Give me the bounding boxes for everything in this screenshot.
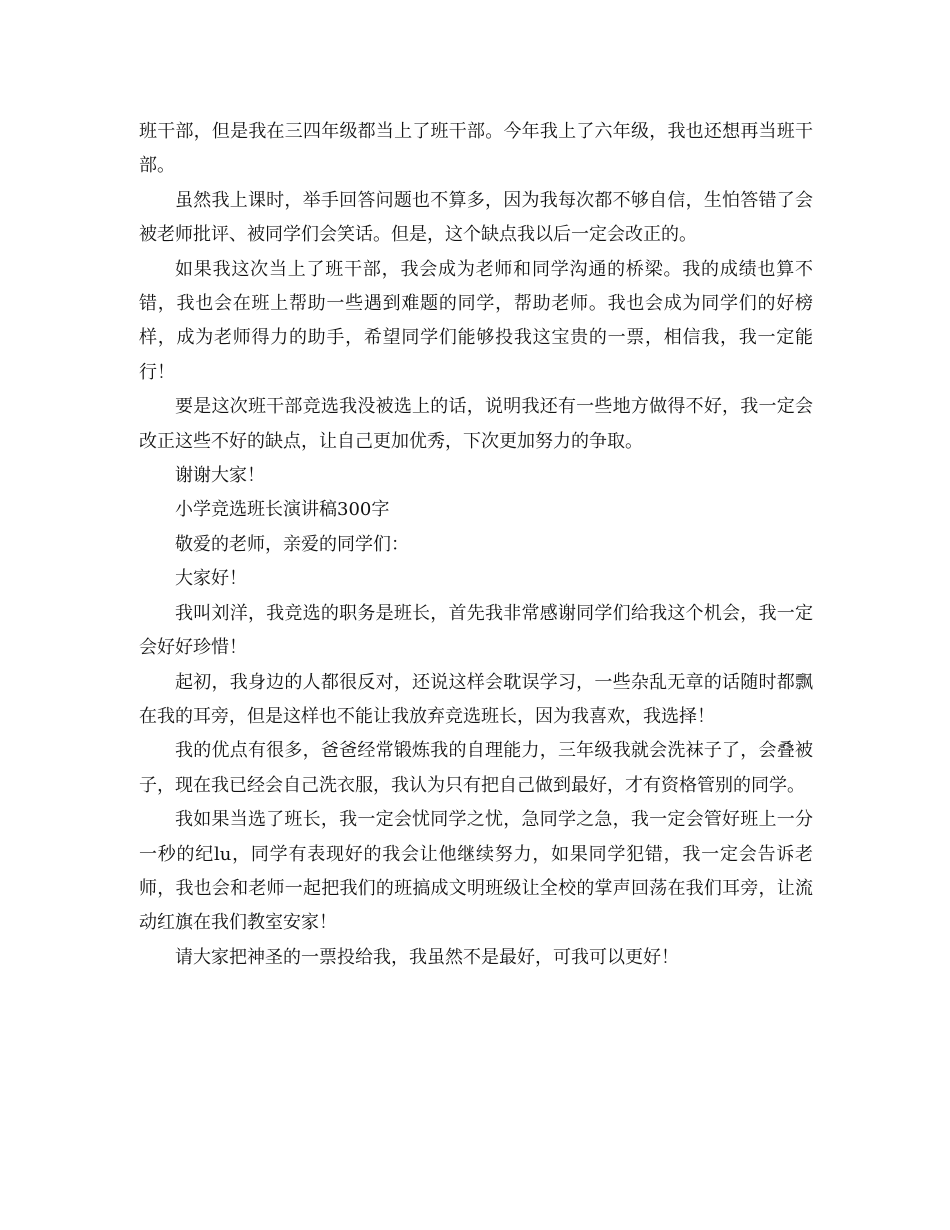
paragraph-5: 谢谢大家！ [175,465,265,487]
paragraph-1: 班干部，但是我在三四年级都当上了班干部。今年我上了六年级，我也还想再当班干部。 [139,121,813,177]
paragraph-3: 如果我这次当上了班干部，我会成为老师和同学沟通的桥梁。我的成绩也算不错，我也会在班上帮助一些遇到难题的同学，帮助老师。我也会成为同学们的好榜样，成为老师得力的助手，希望同学们能够投我这宝贵的一票，相信我，我一定能行！ [139,258,813,383]
paragraph-9: 我叫刘洋，我竞选的职务是班长，首先我非常感谢同学们给我这个机会，我一定会好好珍惜！ [139,602,813,659]
greeting: 大家好！ [175,568,247,590]
paragraph-12: 我如果当选了班长，我一定会忧同学之忧，急同学之急，我一定会管好班上一分一秒的纪lu，同学有表现好的我会让他继续努力，如果同学犯错，我一定会告诉老师，我也会和老师一起把我们的班搞成文明班级让全校的掌声回荡在我们耳旁，让流动红旗在我们教室安家！ [139,809,813,934]
document-body [139,115,813,975]
section-title: 小学竞选班长演讲稿300字 [175,499,390,521]
paragraph-4: 要是这次班干部竞选我没被选上的话，说明我还有一些地方做得不好，我一定会改正这些不好的缺点，让自己更加优秀，下次更加努力的争取。 [139,396,813,452]
paragraph-2: 虽然我上课时，举手回答问题也不算多，因为我每次都不够自信，生怕答错了会被老师批评、被同学们会笑话。但是，这个缺点我以后一定会改正的。 [139,189,813,246]
paragraph-10: 起初，我身边的人都很反对，还说这样会耽误学习，一些杂乱无章的话随时都飘在我的耳旁，但是这样也不能让我放弃竞选班长，因为我喜欢，我选择！ [139,671,813,727]
paragraph-11: 我的优点有很多，爸爸经常锻炼我的自理能力，三年级我就会洗袜子了，会叠被子，现在我已经会自己洗衣服，我认为只有把自己做到最好，才有资格管别的同学。 [139,740,813,796]
salutation: 敬爱的老师，亲爱的同学们： [175,533,409,555]
paragraph-13: 请大家把神圣的一票投给我，我虽然不是最好，可我可以更好！ [175,946,679,968]
